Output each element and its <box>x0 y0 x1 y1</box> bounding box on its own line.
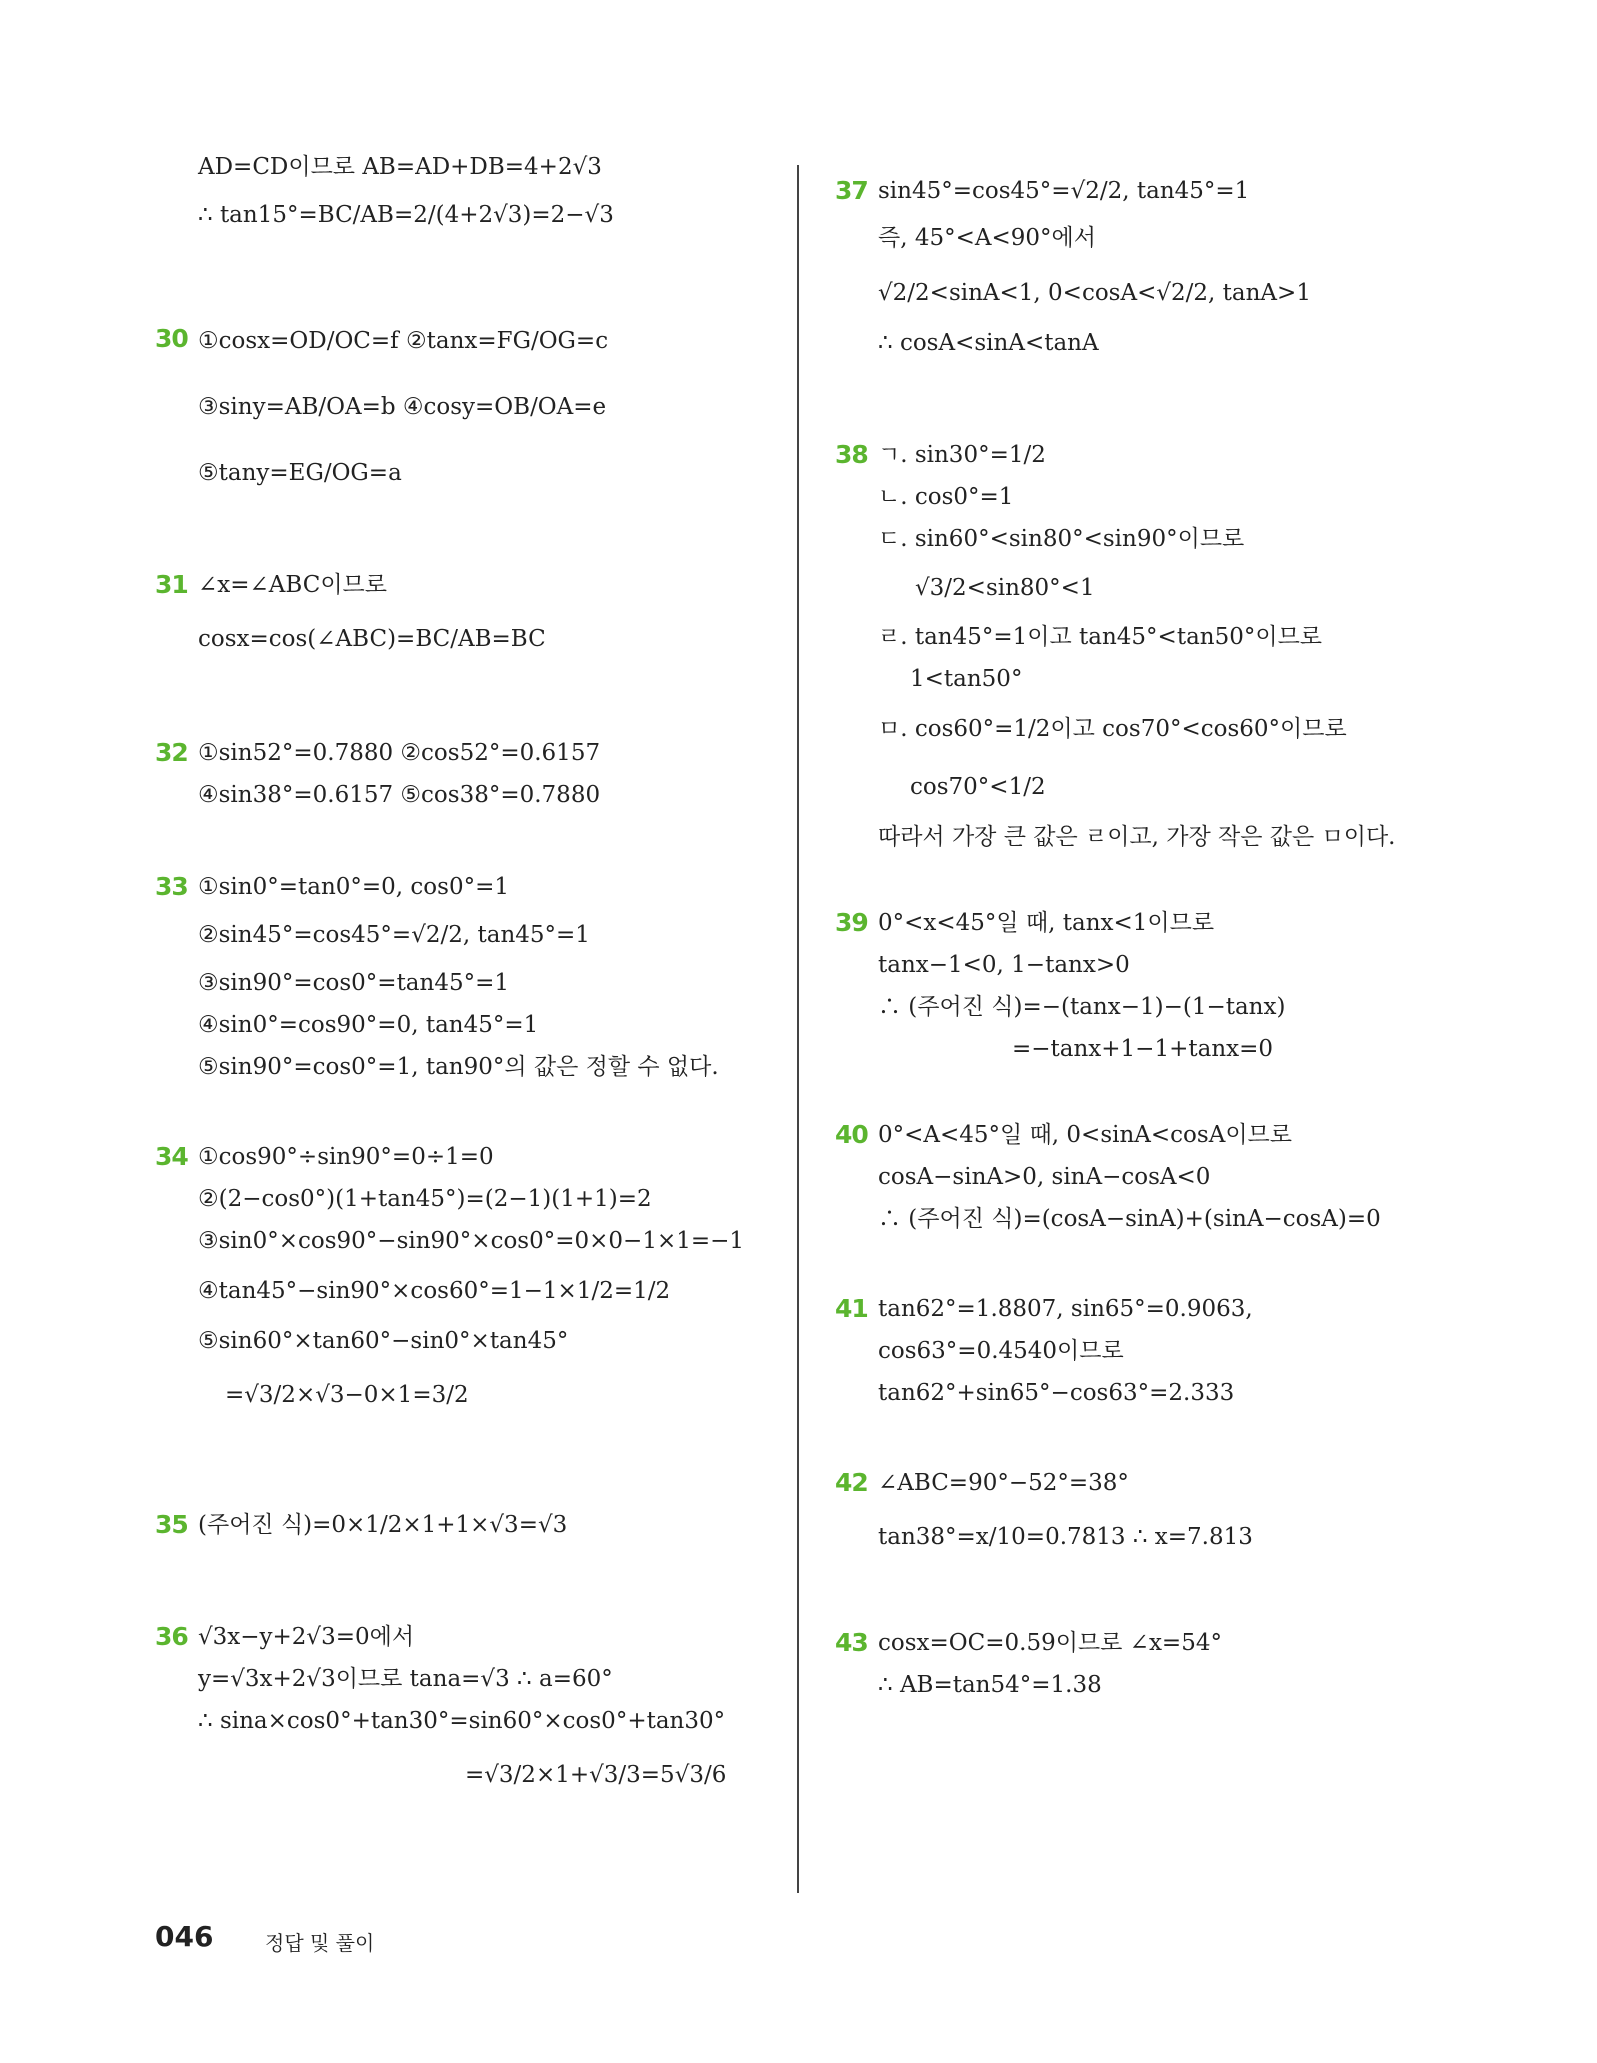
solution-line: ∴ AB=tan54°=1.38 <box>878 1672 1102 1698</box>
solution-line: cosx=cos(∠ABC)=BC/AB=BC <box>198 626 546 652</box>
solution-line: ∴ sina×cos0°+tan30°=sin60°×cos0°+tan30° <box>198 1708 726 1734</box>
problem-31 <box>155 564 775 672</box>
solution-line: cosx=OC=0.59이므로 ∠x=54° <box>878 1630 1222 1656</box>
problem-34 <box>155 1136 775 1428</box>
problem-number: 36 <box>155 1622 188 1651</box>
solution-line: 0°<A<45°일 때, 0<sinA<cosA이므로 <box>878 1122 1292 1148</box>
solution-line: ⑤sin60°×tan60°−sin0°×tan45° <box>198 1328 569 1354</box>
problem-number: 41 <box>835 1294 868 1323</box>
solution-line: ㅁ. cos60°=1/2이고 cos70°<cos60°이므로 <box>878 716 1347 742</box>
problem-30 <box>155 308 775 506</box>
problem-42 <box>835 1462 1535 1570</box>
solution-line: ∴ (주어진 식)=−(tanx−1)−(1−tanx) <box>878 994 1286 1020</box>
problem-37 <box>835 170 1535 364</box>
solution-line: tanx−1<0, 1−tanx>0 <box>878 952 1130 978</box>
problem-number: 34 <box>155 1142 188 1171</box>
problem-number: 31 <box>155 570 188 599</box>
solution-line: cos70°<1/2 <box>910 774 1046 800</box>
solution-line: ②(2−cos0°)(1+tan45°)=(2−1)(1+1)=2 <box>198 1186 652 1212</box>
problem-32 <box>155 732 775 816</box>
solution-line: ∴ tan15°=BC/AB=2/(4+2√3)=2−√3 <box>198 202 614 228</box>
solution-line: ①cosx=OD/OC=f ②tanx=FG/OG=c <box>198 328 609 354</box>
solution-line: ④sin38°=0.6157 ⑤cos38°=0.7880 <box>198 782 601 808</box>
solution-line: =−tanx+1−1+tanx=0 <box>1012 1036 1274 1062</box>
solution-line: √3/2<sin80°<1 <box>915 575 1095 601</box>
solution-line: cosA−sinA>0, sinA−cosA<0 <box>878 1164 1211 1190</box>
problem-number: 37 <box>835 176 868 205</box>
solution-line: ∴ cosA<sinA<tanA <box>878 330 1099 356</box>
solution-line: 1<tan50° <box>910 666 1023 692</box>
solution-line: 즉, 45°<A<90°에서 <box>878 225 1096 251</box>
solution-line: ㄹ. tan45°=1이고 tan45°<tan50°이므로 <box>878 624 1323 650</box>
solution-line: cos63°=0.4540이므로 <box>878 1338 1124 1364</box>
problem-41 <box>835 1288 1535 1414</box>
solution-line: =√3/2×√3−0×1=3/2 <box>225 1382 469 1408</box>
problem-number: 30 <box>155 324 188 353</box>
solution-line: y=√3x+2√3이므로 tana=√3 ∴ a=60° <box>198 1666 613 1692</box>
column-divider <box>797 165 799 1893</box>
left-column <box>155 150 775 1808</box>
solution-line: (주어진 식)=0×1/2×1+1×√3=√3 <box>198 1512 568 1538</box>
problem-29-continued <box>155 150 775 246</box>
solution-line: √2/2<sinA<1, 0<cosA<√2/2, tanA>1 <box>878 280 1311 306</box>
solution-line: ①sin0°=tan0°=0, cos0°=1 <box>198 874 509 900</box>
problem-number: 35 <box>155 1510 188 1539</box>
problem-number: 42 <box>835 1468 868 1497</box>
solution-line: ②sin45°=cos45°=√2/2, tan45°=1 <box>198 922 590 948</box>
solution-line: ∠ABC=90°−52°=38° <box>878 1470 1129 1496</box>
solution-line: ①sin52°=0.7880 ②cos52°=0.6157 <box>198 740 601 766</box>
problem-35 <box>155 1504 775 1546</box>
solution-line: ⑤sin90°=cos0°=1, tan90°의 값은 정할 수 없다. <box>198 1054 719 1080</box>
solution-line: sin45°=cos45°=√2/2, tan45°=1 <box>878 178 1250 204</box>
right-column <box>835 170 1535 1706</box>
solution-line: ∠x=∠ABC이므로 <box>198 572 387 598</box>
footer-label: 정답 및 풀이 <box>265 1931 375 1955</box>
solution-line: AD=CD이므로 AB=AD+DB=4+2√3 <box>198 154 602 180</box>
problem-number: 38 <box>835 440 868 469</box>
solution-line: ㄷ. sin60°<sin80°<sin90°이므로 <box>878 526 1245 552</box>
solution-line: 따라서 가장 큰 값은 ㄹ이고, 가장 작은 값은 ㅁ이다. <box>878 824 1396 850</box>
solution-line: ④tan45°−sin90°×cos60°=1−1×1/2=1/2 <box>198 1278 671 1304</box>
page-number: 046 <box>155 1920 214 1953</box>
problem-number: 33 <box>155 872 188 901</box>
solution-line: tan62°=1.8807, sin65°=0.9063, <box>878 1296 1253 1322</box>
solution-line: ④sin0°=cos90°=0, tan45°=1 <box>198 1012 539 1038</box>
solution-line: ∴ (주어진 식)=(cosA−sinA)+(sinA−cosA)=0 <box>878 1206 1381 1232</box>
solution-line: ③sin0°×cos90°−sin90°×cos0°=0×0−1×1=−1 <box>198 1228 745 1254</box>
solution-line: 0°<x<45°일 때, tanx<1이므로 <box>878 910 1215 936</box>
problem-number: 32 <box>155 738 188 767</box>
problem-36 <box>155 1616 775 1808</box>
problem-40 <box>835 1114 1535 1240</box>
solution-line: ③sin90°=cos0°=tan45°=1 <box>198 970 510 996</box>
problem-number: 43 <box>835 1628 868 1657</box>
solution-line: tan62°+sin65°−cos63°=2.333 <box>878 1380 1235 1406</box>
problem-39 <box>835 902 1535 1070</box>
solution-line: ㄱ. sin30°=1/2 <box>878 442 1046 468</box>
problem-33 <box>155 866 775 1088</box>
problem-number: 40 <box>835 1120 868 1149</box>
solution-line: ③siny=AB/OA=b ④cosy=OB/OA=e <box>198 394 607 420</box>
solution-line: =√3/2×1+√3/3=5√3/6 <box>465 1762 727 1788</box>
problem-number: 39 <box>835 908 868 937</box>
solution-line: √3x−y+2√3=0에서 <box>198 1624 415 1650</box>
problem-38 <box>835 434 1535 858</box>
solution-line: ⑤tany=EG/OG=a <box>198 460 402 486</box>
problem-43 <box>835 1622 1535 1706</box>
solution-line: ㄴ. cos0°=1 <box>878 484 1014 510</box>
solution-line: ①cos90°÷sin90°=0÷1=0 <box>198 1144 494 1170</box>
solution-line: tan38°=x/10=0.7813 ∴ x=7.813 <box>878 1524 1253 1550</box>
